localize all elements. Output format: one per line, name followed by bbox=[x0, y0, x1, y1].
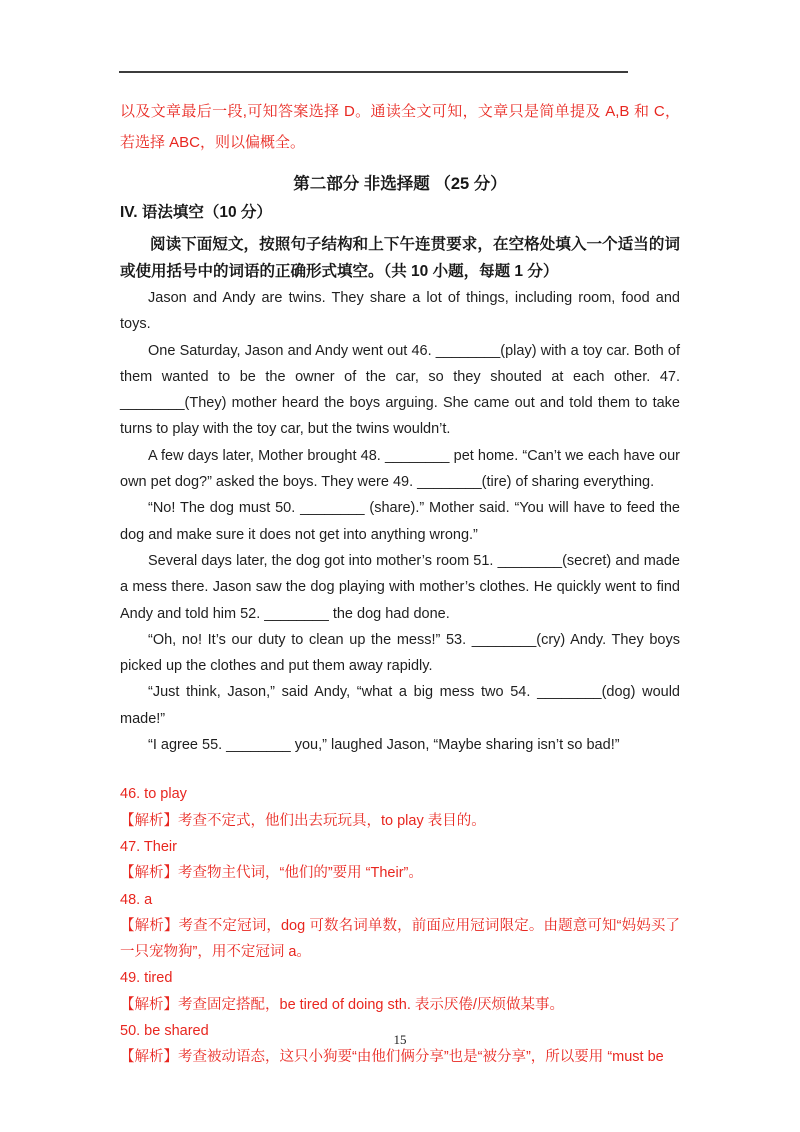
analysis-line: 【解析】考查物主代词，“他们的”要用 “Their”。 bbox=[120, 865, 423, 882]
analysis-line: 【解析】考查被动语态，这只小狗要“由他们俩分享”也是“被分享”，所以要用 “must be bbox=[120, 1049, 664, 1066]
section-instructions: 阅读下面短文，按照句子结构和上下午连贯要求，在空格处填入一个适当的词或使用括号中的词语的正确形式填空。（共 10 小题，每题 1 分） bbox=[120, 236, 680, 280]
answer-line: 46. to play bbox=[120, 786, 187, 803]
answer-line: 47. Their bbox=[120, 838, 177, 855]
answer-line: 48. a bbox=[120, 891, 153, 908]
answer-item bbox=[120, 781, 680, 834]
answer-item bbox=[120, 965, 680, 1018]
page-number: 15 bbox=[393, 1032, 407, 1047]
analysis-line: 【解析】考查不定冠词，dog 可数名词单数，前面应用冠词限定。由题意可知“妈妈买了一只宠物狗”，用不定冠词 a。 bbox=[120, 917, 680, 961]
passage-paragraph: “I agree 55. ________ you,” laughed Jason, “Maybe sharing isn’t so bad!” bbox=[148, 737, 620, 754]
passage-paragraph: A few days later, Mother brought 48. ________ pet home. “Can’t we each have our own pet dog?” asked the boys. They were 49. ________(tire) of sharing everything. bbox=[120, 447, 680, 491]
document-page bbox=[120, 0, 680, 1071]
analysis-line: 【解析】考查不定式，他们出去玩玩具，to play 表目的。 bbox=[120, 812, 486, 829]
answer-key bbox=[120, 781, 680, 1070]
answer-item bbox=[120, 887, 680, 966]
passage-paragraph: “Just think, Jason,” said Andy, “what a big mess two 54. ________(dog) would made!” bbox=[120, 684, 680, 727]
passage bbox=[120, 285, 680, 758]
passage-paragraph: Jason and Andy are twins. They share a lot of things, including room, food and toys. bbox=[120, 290, 680, 333]
answer-explanation-note: 以及文章最后一段,可知答案选择 D。通读全文可知，文章只是简单提及 A,B 和 C，若选择 ABC，则以偏概全。 bbox=[120, 103, 680, 151]
grammar-section-heading: IV. 语法填空（10 分） bbox=[120, 204, 272, 221]
passage-paragraph: Several days later, the dog got into mother’s room 51. ________(secret) and made a mess there. Jason saw the dog playing with mother’s clothes. He quickly went to find Andy and told him 52. ________ the dog had done. bbox=[120, 552, 680, 622]
answer-item bbox=[120, 834, 680, 887]
passage-paragraph: “No! The dog must 50. ________ (share).” Mother said. “You will have to feed the dog and make sure it does not get into anything wrong.” bbox=[120, 500, 680, 543]
analysis-line: 【解析】考查固定搭配，be tired of doing sth. 表示厌倦/厌烦做某事。 bbox=[120, 996, 564, 1013]
answer-line: 49. tired bbox=[120, 970, 173, 987]
passage-paragraph: One Saturday, Jason and Andy went out 46. ________(play) with a toy car. Both of them wanted to be the owner of the car, so they shouted at each other. 47. ________(They) mother heard the boys arguing. She came out and told them to take turns to play with the toy car, but the twins wouldn’t. bbox=[120, 342, 680, 438]
answer-line: 50. be shared bbox=[120, 1023, 209, 1040]
passage-paragraph: “Oh, no! It’s our duty to clean up the mess!” 53. ________(cry) Andy. They boys picked up the clothes and put them away rapidly. bbox=[120, 631, 680, 675]
part-title: 第二部分 非选择题 （25 分） bbox=[293, 175, 507, 193]
